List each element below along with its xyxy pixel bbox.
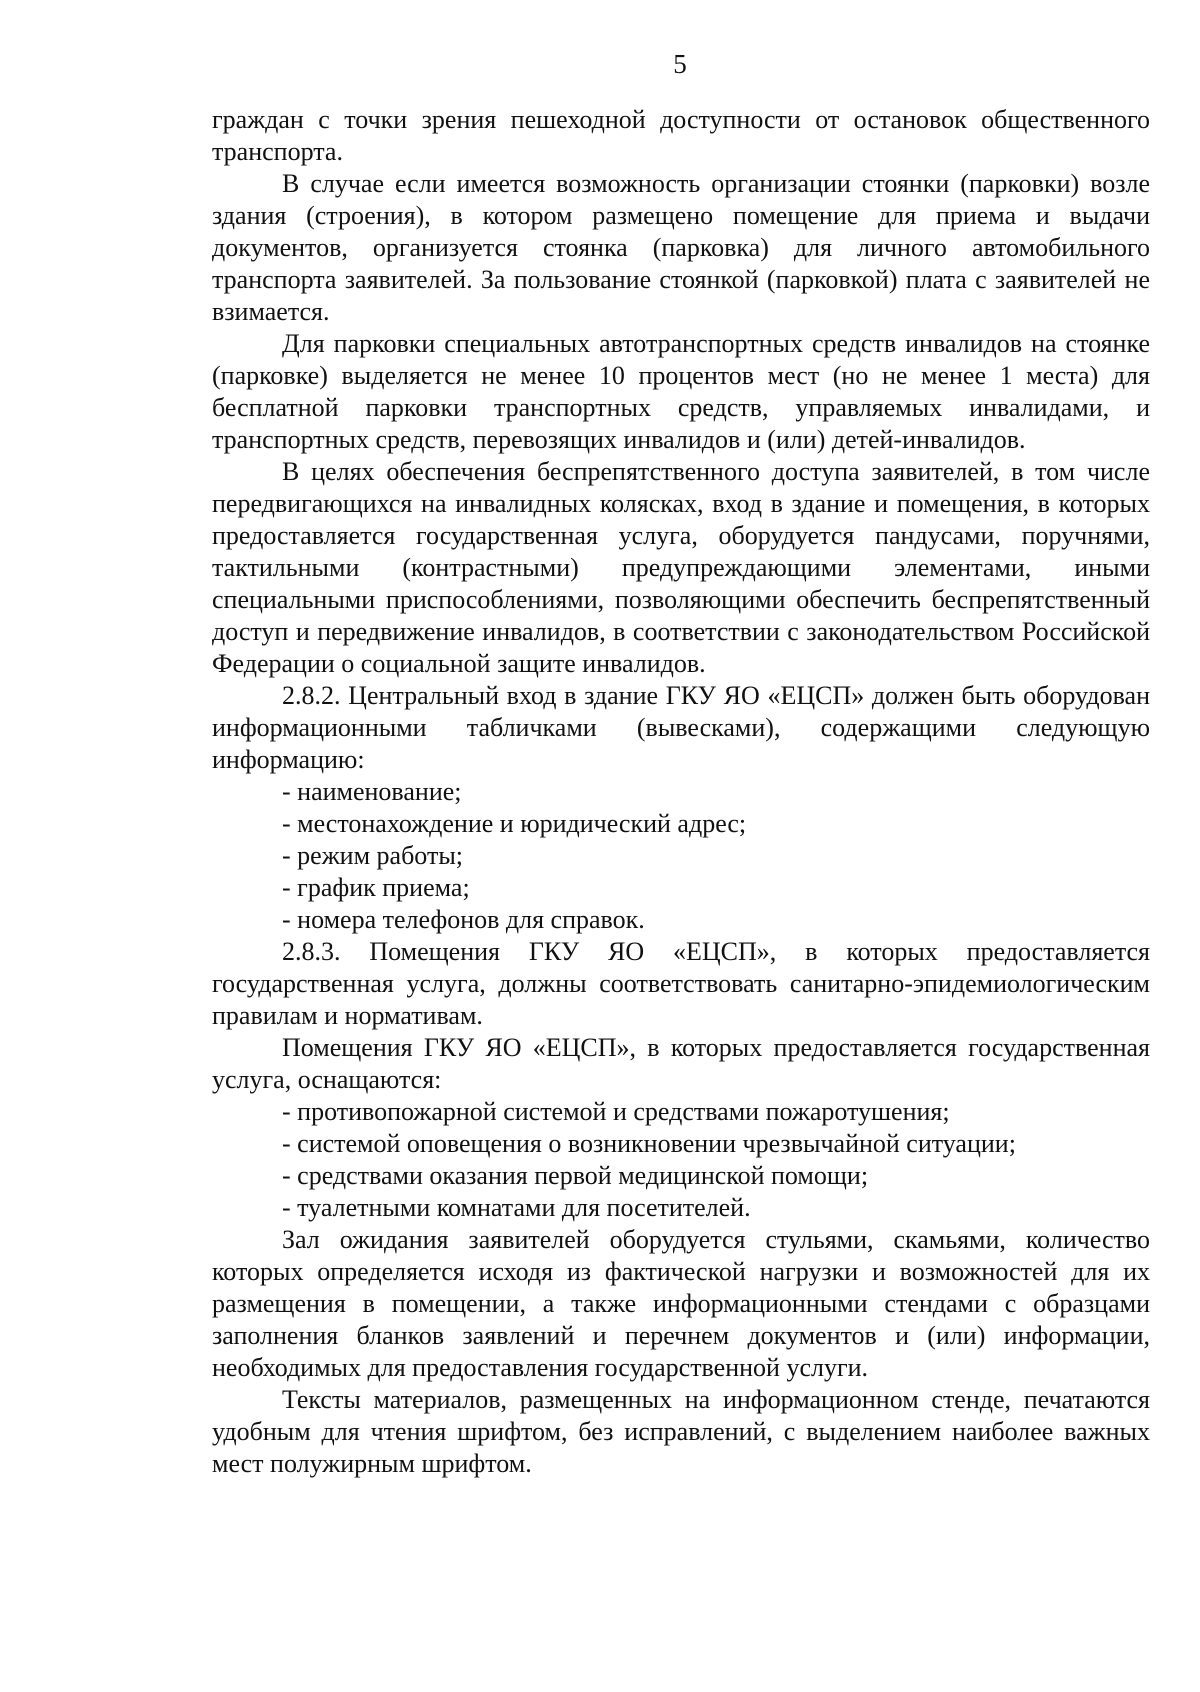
list-item: - номера телефонов для справок. [282,905,645,934]
list-item: - туалетными комнатами для посетителей. [282,1193,751,1222]
page-number: 5 [673,49,687,79]
paragraph-disabled-parking: Для парковки специальных автотранспортных средств инвалидов на стоянке (парковке) выделяется не менее 10 процентов мест (но не менее 1 места) для бесплатной парковки транспортных средств, управляемых инвалидами, и транспортных средств, перевозящих инвалидов и (или) детей-инвалидов. [212,329,1150,454]
paragraph-section-2-8-2: 2.8.2. Центральный вход в здание ГКУ ЯО «ЕЦСП» должен быть оборудован информационными табличками (вывесками), содержащими следующую информацию: [212,681,1150,774]
paragraph-section-2-8-3: 2.8.3. Помещения ГКУ ЯО «ЕЦСП», в которых предоставляется государственная услуга, должны соответствовать санитарно-эпидемиологическим правилам и нормативам. [212,937,1150,1030]
paragraph-info-stand-texts: Тексты материалов, размещенных на информационном стенде, печатаются удобным для чтения шрифтом, без исправлений, с выделением наиболее важных мест полужирным шрифтом. [212,1385,1150,1478]
document-body [212,104,1150,1480]
list-item: - режим работы; [282,841,464,870]
list-item: - противопожарной системой и средствами пожаротушения; [282,1097,950,1126]
paragraph-waiting-hall: Зал ожидания заявителей оборудуется стульями, скамьями, количество которых определяется исходя из фактической нагрузки и возможностей для их размещения в помещении, а также информационными стендами с образцами заполнения бланков заявлений и перечнем документов и (или) информации, необходимых для предоставления государственной услуги. [212,1225,1150,1382]
paragraph-parking: В случае если имеется возможность организации стоянки (парковки) возле здания (строения), в котором размещено помещение для приема и выдачи документов, организуется стоянка (парковка) для личного автомобильного транспорта заявителей. За пользование стоянкой (парковкой) плата с заявителей не взимается. [212,169,1150,326]
list-item: - средствами оказания первой медицинской помощи; [282,1161,869,1190]
paragraph-continuation: граждан с точки зрения пешеходной доступности от остановок общественного транспорта. [212,105,1150,166]
list-item: - местонахождение и юридический адрес; [282,809,747,838]
list-item: - наименование; [282,777,462,806]
paragraph-premises-equipment: Помещения ГКУ ЯО «ЕЦСП», в которых предоставляется государственная услуга, оснащаются: [212,1033,1150,1094]
paragraph-accessibility: В целях обеспечения беспрепятственного доступа заявителей, в том числе передвигающихся на инвалидных колясках, вход в здание и помещения, в которых предоставляется государственная услуга, оборудуется пандусами, поручнями, тактильными (контрастными) предупреждающими элементами, иными специальными приспособлениями, позволяющими обеспечить беспрепятственный доступ и передвижение инвалидов, в соответствии с законодательством Российской Федерации о социальной защите инвалидов. [212,457,1150,678]
list-item: - график приема; [282,873,470,902]
list-item: - системой оповещения о возникновении чрезвычайной ситуации; [282,1129,1016,1158]
